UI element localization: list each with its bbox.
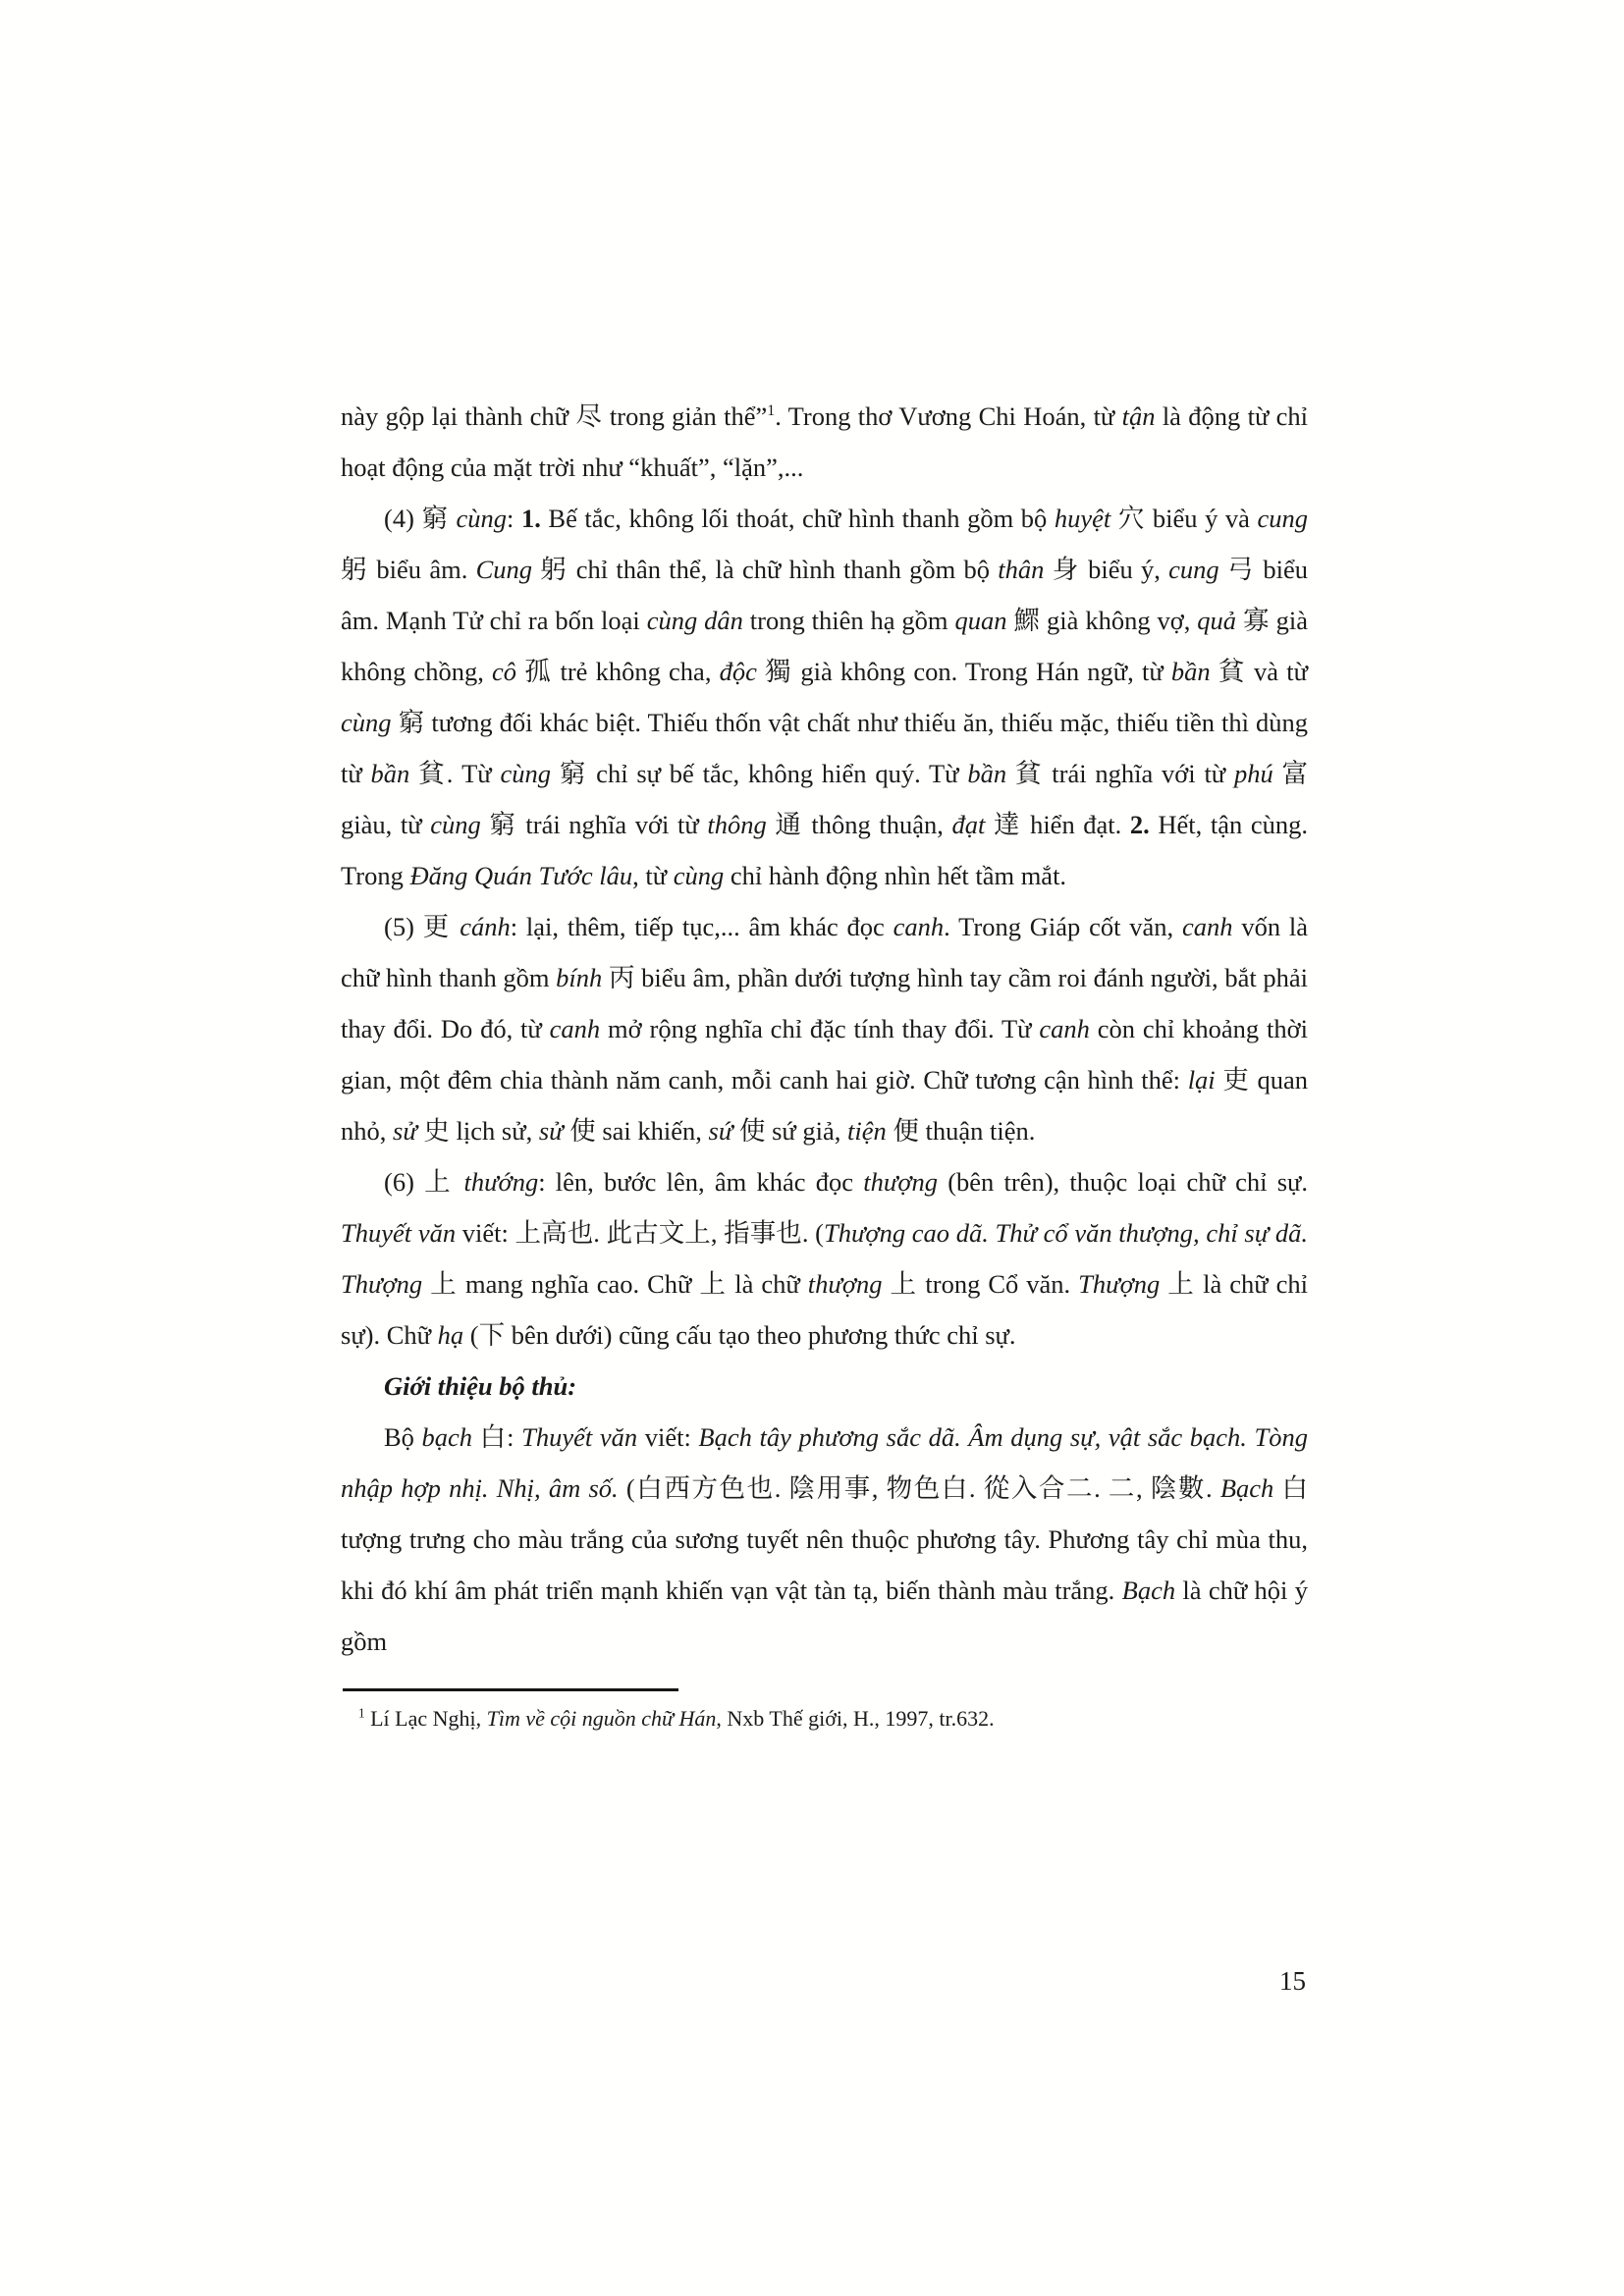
text-run: Bộ <box>384 1422 422 1452</box>
text-run: cùng <box>430 810 481 839</box>
text-run: phú <box>1233 759 1273 788</box>
text-run: Thượng <box>1078 1269 1161 1299</box>
text-run: trong thiên hạ gồm <box>742 606 955 635</box>
footnote-divider <box>343 1688 678 1691</box>
text-run: quả <box>1197 606 1237 635</box>
text-run: 白: <box>472 1422 522 1452</box>
text-run: Cung <box>475 555 533 584</box>
text-run: Bạch <box>1121 1575 1176 1605</box>
text-run: (5) 更 <box>384 912 460 941</box>
text-run: Hết, tận cùng. Trong <box>341 810 1308 890</box>
page-number: 15 <box>1279 1966 1306 1996</box>
text-run: 獨 già không con. Trong Hán ngữ, từ <box>756 657 1171 686</box>
text-run: Lí Lạc Nghị, <box>364 1706 487 1731</box>
text-run: Giới thiệu bộ thủ: <box>384 1371 577 1401</box>
footnote <box>341 1703 1308 1735</box>
text-run: 貧. Từ <box>409 759 501 788</box>
text-run: bạch <box>421 1422 473 1452</box>
text-run: 史 lịch sử, <box>416 1116 539 1146</box>
text-run: mở rộng nghĩa chỉ đặc tính thay đổi. Từ <box>600 1014 1040 1043</box>
text-run: bính <box>556 963 603 992</box>
text-run: 穴 biểu ý và <box>1110 504 1258 533</box>
text-run: trong giản thể” <box>602 401 768 431</box>
text-run: viết: <box>637 1422 699 1452</box>
text-run: (4) 窮 <box>384 504 457 533</box>
text-run: canh <box>549 1014 601 1043</box>
text-run: tận <box>1121 401 1156 431</box>
text-run: : lại, thêm, tiếp tục,... âm khác đọc <box>510 912 893 941</box>
text-run: 白 tượng trưng cho màu trắng của sương tuyết nên thuộc phương tây. Phương tây chỉ mùa thu, khi đó khí âm phát triển mạnh khiến vạn vật tàn tạ, biến thành màu trắng. <box>341 1473 1309 1605</box>
text-run: thượng <box>863 1167 938 1197</box>
paragraph-radical-bach <box>341 1412 1308 1667</box>
text-run: 鰥 già không vợ, <box>1006 606 1198 635</box>
text-run: 上 là chữ chỉ sự). Chữ <box>341 1269 1309 1350</box>
text-run: 寡 già không chồng, <box>341 606 1308 686</box>
text-run: 孤 trẻ không cha, <box>516 657 720 686</box>
text-run: : lên, bước lên, âm khác đọc <box>538 1167 864 1197</box>
text-run: chỉ hành động nhìn hết tầm mắt. <box>724 861 1067 890</box>
text-run: 窮 tương đối khác biệt. Thiếu thốn vật chất như thiếu ăn, thiếu mặc, thiếu tiền thì dùng từ <box>341 708 1308 788</box>
text-run: Tìm về cội nguồn chữ Hán <box>486 1706 717 1731</box>
text-run: 躬 biểu âm. <box>341 555 476 584</box>
text-run: thông <box>707 810 767 839</box>
text-run: Bế tắc, không lối thoát, chữ hình thanh gồm bộ <box>540 504 1055 533</box>
text-run: 貧 trái nghĩa với từ <box>1006 759 1234 788</box>
text-run: hạ <box>437 1320 464 1350</box>
text-run: còn chỉ khoảng thời gian, một đêm chia thành năm canh, mỗi canh hai giờ. Chữ tương cận hình thể: <box>341 1014 1308 1095</box>
text-run: 上 trong Cổ văn. <box>882 1269 1079 1299</box>
text-run: sử <box>538 1116 564 1146</box>
text-run: này gộp lại thành chữ <box>341 401 576 431</box>
text-run: canh <box>1182 912 1233 941</box>
text-run: . Trong Giáp cốt văn, <box>944 912 1182 941</box>
text-run: bần <box>967 759 1007 788</box>
section-heading <box>341 1361 1308 1412</box>
text-run: cô <box>492 657 517 686</box>
text-run: cùng <box>341 708 392 737</box>
text-run: 便 thuận tiện. <box>886 1116 1036 1146</box>
text-run: 2. <box>1129 810 1150 839</box>
text-run: quan <box>954 606 1007 635</box>
text-run: 使 sai khiến, <box>563 1116 709 1146</box>
text-run: độc <box>719 657 757 686</box>
text-run: canh <box>1039 1014 1090 1043</box>
text-run: thượng <box>807 1269 883 1299</box>
text-run: bần <box>1170 657 1211 686</box>
text-run: huyệt <box>1054 504 1111 533</box>
text-run: Thượng cao dã. Thử cổ văn thượng, chỉ sự dã. Thượng <box>341 1218 1308 1299</box>
text-run: 富 giàu, từ <box>341 759 1308 839</box>
text-run: vốn là chữ hình thanh gồm <box>341 912 1309 992</box>
text-run: Thuyết văn <box>341 1218 457 1248</box>
paragraph-entry-4-cung <box>341 493 1308 901</box>
text-run: (6) 上 <box>384 1167 464 1197</box>
text-run: 通 thông thuận, <box>766 810 952 839</box>
text-run: 窮 trái nghĩa với từ <box>480 810 708 839</box>
footnote-area <box>341 1688 1308 1735</box>
text-run: 達 hiển đạt. <box>985 810 1130 839</box>
text-run: 1. <box>520 504 541 533</box>
text-run: Bạch <box>1219 1473 1274 1503</box>
text-run: cùng <box>456 504 508 533</box>
text-run: : <box>507 504 521 533</box>
text-run: tiện <box>847 1116 887 1146</box>
text-run: thân <box>998 555 1045 584</box>
paragraph-continuation <box>341 391 1308 493</box>
text-run: 尽 <box>575 401 603 431</box>
text-run: Thuyết văn <box>521 1422 638 1452</box>
text-run: 弓 biểu âm. Mạnh Tử chỉ ra bốn loại <box>341 555 1309 635</box>
text-run: Bạch tây phương sắc dã. Âm dụng sự, vật sắc bạch. Tòng nhập hợp nhị. Nhị, âm số. <box>341 1422 1308 1503</box>
text-run: 丙 biểu âm, phần dưới tượng hình tay cầm roi đánh người, bắt phải thay đổi. Do đó, từ <box>341 963 1308 1043</box>
text-run: sử <box>393 1116 417 1146</box>
text-run: (bên trên), thuộc loại chữ chỉ sự. <box>937 1167 1308 1197</box>
text-run: 吏 quan nhỏ, <box>341 1065 1308 1146</box>
text-block <box>341 391 1308 1735</box>
text-run: , từ <box>632 861 674 890</box>
text-run: cung <box>1257 504 1308 533</box>
text-run: canh <box>893 912 945 941</box>
text-run: cánh <box>460 912 511 941</box>
text-run: cùng dân <box>646 606 743 635</box>
text-run: 1 <box>358 1705 365 1721</box>
text-run: 上 mang nghĩa cao. Chữ 上 là chữ <box>422 1269 808 1299</box>
text-run: 身 biểu ý, <box>1044 555 1169 584</box>
text-run: cung <box>1168 555 1219 584</box>
text-run: bần <box>370 759 410 788</box>
text-run: cùng <box>500 759 551 788</box>
text-run: đạt <box>951 810 986 839</box>
text-run: 使 sứ giả, <box>732 1116 848 1146</box>
text-run: là chữ hội ý gồm <box>341 1575 1308 1656</box>
text-run: Đăng Quán Tước lâu <box>409 861 633 890</box>
paragraph-entry-5-canh <box>341 901 1308 1156</box>
text-run: 1 <box>767 402 776 420</box>
text-run: (下 bên dưới) cũng cấu tạo theo phương thức chỉ sự. <box>463 1320 1016 1350</box>
text-run: 躬 chỉ thân thể, là chữ hình thanh gồm bộ <box>532 555 999 584</box>
text-run: , Nxb Thế giới, H., 1997, tr.632. <box>716 1706 995 1731</box>
text-run: là động từ chỉ hoạt động của mặt trời như “khuất”, “lặn”,... <box>341 401 1309 482</box>
text-run: . Trong thơ Vương Chi Hoán, từ <box>775 401 1122 431</box>
text-run: 貧 và từ <box>1210 657 1308 686</box>
text-run: viết: 上高也. 此古文上, 指事也. ( <box>456 1218 824 1248</box>
text-run: cùng <box>673 861 725 890</box>
text-run: lại <box>1187 1065 1216 1095</box>
text-run: 窮 chỉ sự bế tắc, không hiển quý. Từ <box>550 759 968 788</box>
paragraph-entry-6-thuong <box>341 1156 1308 1361</box>
text-run: thướng <box>463 1167 539 1197</box>
text-run: sứ <box>708 1116 733 1146</box>
text-run: (白西方色也. 陰用事, 物色白. 從入合二. 二, 陰數. <box>618 1473 1220 1503</box>
